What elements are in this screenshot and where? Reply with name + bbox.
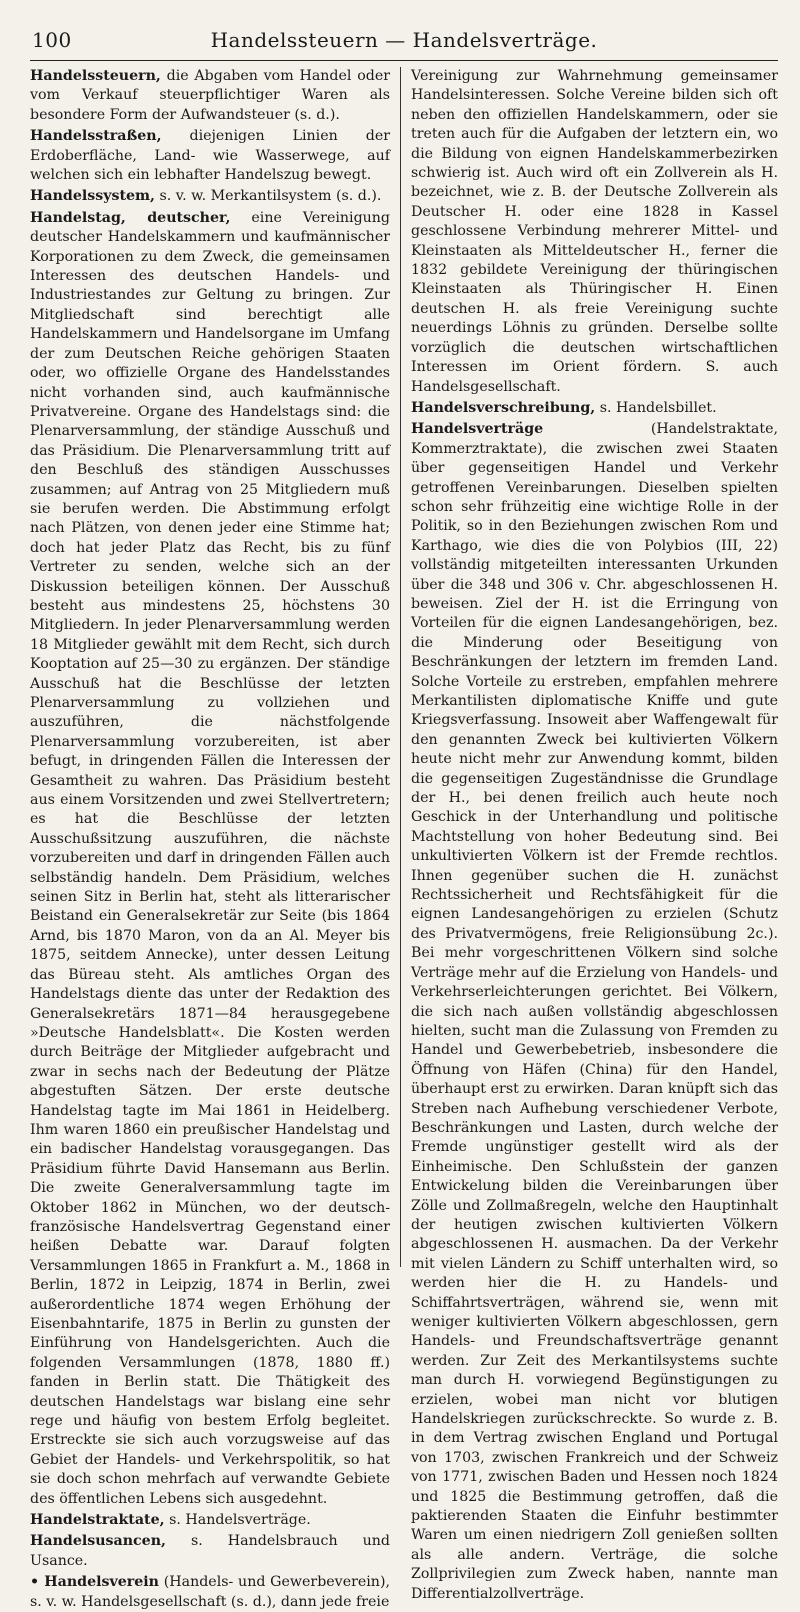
entry-keyword: Handelsusancen, xyxy=(30,1533,166,1550)
entry-keyword: Handelsverträge xyxy=(411,421,544,438)
entry-text: die Abgaben vom Handel oder vom Verkauf steuerpflichtiger Waren als besondere Form der Aufwandsteuer (s. d.). xyxy=(30,68,390,123)
entry-text: (Handels- und Gewerbeverein), s. v. w. Handelsgesellschaft (s. d.), dann jede freie xyxy=(30,1574,390,1610)
entry-handelsvertraege xyxy=(411,420,778,1604)
entry-text: s. Handelsbillet. xyxy=(595,399,717,416)
entry-handelsstrassen xyxy=(30,127,390,185)
left-column xyxy=(30,67,400,1610)
entry-handelsverein xyxy=(30,1573,390,1612)
entry-handelsusancen xyxy=(30,1532,390,1571)
entry-keyword: Handelsstraßen, xyxy=(30,128,162,145)
entry-handelsverschreibung xyxy=(411,399,778,418)
entry-keyword: • Handelsverein xyxy=(30,1574,159,1591)
entry-keyword: Handelstag, deutscher, xyxy=(30,209,231,226)
entry-keyword: Handelssteuern, xyxy=(30,68,161,84)
entry-text: (Handelstraktate, Kommerztraktate), die zwischen zwei Staaten über gegenseitigen Handel und Verkehr getroffenen Vereinbarungen. Dieselben spielten schon sehr frühzeitig eine wichtige Rolle in der Politik, so in den Beziehungen zwischen Rom und Karthago, wie dies die von Polybios (III, 22) vollständig mitgeteilten interessanten Urkunden über die 348 und 306 v. Chr. abgeschlossenen H. beweisen. Ziel der H. ist die Erringung von Vorteilen für die eignen Landesangehörigen, bez. die Minderung oder Beseitigung von Beschränkungen der letztern im fremden Land. Solche Vorteile zu erstreben, empfahlen mehrere Merkantilisten diplomatische Kniffe und gute Kriegsverfassung. Insoweit aber Waffengewalt für den genannten Zweck bei kultivierten Völkern heute nicht mehr zur Anwendung kommt, bilden die gegenseitigen Zugeständnisse die Grundlage der H., bei denen freilich auch heute noch Geschick in der Unterhandlung und politische Machtstellung von hoher Bedeutung sind. Bei unkultivierten Völkern ist der Fremde rechtlos. Ihnen gegenüber suchen die H. zunächst Rechtssicherheit und Rechtsfähigkeit für die eignen Landesangehörigen zu erzielen (Schutz des Privatvermögens, freie Religionsübung 2c.). Bei mehr vorgeschrittenen Völkern sind solche Verträge mehr auf die Erzielung von Handels- und Verkehrserleichterungen gerichtet. Bei Völkern, die sich nach außen vollständig abgeschlossen hielten, sucht man die Zulassung von Fremden zu Handel und Gewerbebetrieb, insbesondere die Öffnung von Häfen (China) für den Handel, überhaupt erst zu erwirken. Daran knüpft sich das Streben nach Aufhebung verschiedener Verbote, Beschränkungen und Lasten, durch welche der Fremde ungünstiger gestellt wird als der Einheimische. Den Schlußstein der ganzen Entwickelung bilden die Vereinbarungen über Zölle und Zollmaßregeln, welche den Hauptinhalt der heutigen zwischen kultivierten Völkern abgeschlossenen H. ausmachen. Da der Verkehr mit vielen Ländern zu Schiff unterhalten wird, so werden hier die H. zu Handels- und Schiffahrtsverträgen, während sie, wenn mit weniger kultivierten Völkern abgeschlossen, gern Handels- und Freundschaftsverträge genannt werden. Zur Zeit des Merkantilsystems suchte man durch H. vorwiegend Begünstigungen zu erzielen, wobei man nicht vor blutigen Handelskriegen zurückschreckte. So wurde z. B. in dem Vertrag zwischen England und Portugal von 1703, zwischen Frankreich und der Schweiz von 1771, zwischen Baden und Hessen noch 1824 und 1825 die Bestimmung getroffen, daß die paktierenden Staaten die Einfuhr bestimmter Waren um einen niedrigern Zoll genießen sollten als alle andern. Verträge, die solche Zollprivilegien zum Zweck haben, nannte man Differentialzollverträge. xyxy=(411,421,778,1602)
page-header xyxy=(30,26,778,61)
entry-handelsverein-continued xyxy=(411,67,778,397)
entry-handelstraktate xyxy=(30,1511,390,1530)
entry-text: eine Vereinigung deutscher Handelskammern und kaufmännischer Korporationen zu dem Zweck, die gemeinsamen Interessen des deutschen Handels- und Industriestandes zur Geltung zu bringen. Zur Mitgliedschaft sind berechtigt alle Handelskammern und Handelsorgane im Umfang der zum Deutschen Reiche gehörigen Staaten oder, wo offizielle Organe des Handelsstandes nicht vorhanden sind, auch kaufmännische Privatvereine. Organe des Handelstags sind: die Plenarversammlung, der ständige Ausschuß und das Präsidium. Die Plenarversammlung tritt auf den Beschluß des ständigen Ausschusses zusammen; auf Antrag von 25 Mitgliedern muß sie berufen werden. Die Abstimmung erfolgt nach Plätzen, von denen jeder eine Stimme hat; doch hat jeder Platz das Recht, bis zu fünf Vertreter zu senden, welche sich an der Diskussion beteiligen können. Der Ausschuß besteht aus mindestens 25, höchstens 30 Mitgliedern. In jeder Plenarversammlung werden 18 Mitglieder gewählt mit dem Recht, sich durch Kooptation auf 25—30 zu ergänzen. Der ständige Ausschuß hat die Beschlüsse der letzten Plenarversammlung zu vollziehen und auszuführen, die nächstfolgende Plenarversammlung vorzubereiten, ist aber befugt, in dringenden Fällen die Interessen der Gesamtheit zu wahren. Das Präsidium besteht aus einem Vorsitzenden und zwei Stellvertretern; es hat die Beschlüsse der letzten Ausschußsitzung auszuführen, die nächste vorzubereiten und darf in dringenden Fällen auch selbständig handeln. Dem Präsidium, welches seinen Sitz in Berlin hat, steht als litterarischer Beistand ein Generalsekretär zur Seite (bis 1864 Arnd, bis 1870 Maron, von da an Al. Meyer bis 1875, seitdem Annecke), unter dessen Leitung das Büreau steht. Als amtliches Organ des Handelstags diente das unter der Redaktion des Generalsekretärs 1871—84 herausgegebene »Deutsche Handelsblatt«. Die Kosten werden durch Beiträge der Mitglieder aufgebracht und zwar in sechs nach der Bedeutung der Plätze abgestuften Sätzen. Der erste deutsche Handelstag tagte im Mai 1861 in Heidelberg. Ihm waren 1860 ein preußischer Handelstag und ein badischer Handelstag vorausgegangen. Das Präsidium führte David Hansemann aus Berlin. Die zweite Generalversammlung tagte im Oktober 1862 in München, wo der deutsch-französische Handelsvertrag Gegenstand einer heißen Debatte war. Darauf folgten Versammlungen 1865 in Frankfurt a. M., 1868 in Berlin, 1872 in Leipzig, 1874 in Berlin, zwei außerordentliche 1874 wegen Erhöhung der Eisenbahntarife, 1875 in Berlin zu gunsten der Einführung von Handelsgerichten. Auch die folgenden Versammlungen (1878, 1880 ff.) fanden in Berlin statt. Die Thätigkeit des deutschen Handelstags war bislang eine sehr rege und häufig von bestem Erfolg begleitet. Erstreckte sie sich auch vorzugsweise auf das Gebiet der Handels- und Verkehrspolitik, so hat sie doch schon mehrfach auf verwandte Gebiete des öffentlichen Lebens sich ausgedehnt. xyxy=(30,209,391,1507)
text-columns xyxy=(30,67,778,1610)
entry-keyword: Handelsverschreibung, xyxy=(411,399,596,416)
entry-handelssystem xyxy=(30,187,390,206)
page-number: 100 xyxy=(32,28,72,52)
running-head: Handelssteuern — Handelsverträge. xyxy=(210,28,598,52)
right-column xyxy=(400,67,778,1602)
entry-keyword: Handelssystem, xyxy=(30,188,155,205)
entry-handelssteuern xyxy=(30,67,390,125)
entry-text: s. Handelsbrauch und Usance. xyxy=(30,1533,390,1569)
entry-text: diejenigen Linien der Erdoberfläche, Land- wie Wasserwege, auf welchen sich ein lebhafter Handelszug bewegt. xyxy=(30,128,390,184)
entry-keyword: Handelstraktate, xyxy=(30,1512,165,1529)
entry-text: Vereinigung zur Wahrnehmung gemeinsamer Handelsinteressen. Solche Vereine bilden sich oft neben den offiziellen Handelskammern, oder sie treten auch für die Aufgaben der letztern ein, wo die Bildung von eignen Handelskammerbezirken schwierig ist. Auch wird oft ein Zollverein als H. bezeichnet, wie z. B. der Deutsche Zollverein als Deutscher H. oder eine 1828 in Kassel geschlossene Verbindung mehrerer Mittel- und Kleinstaaten als Mitteldeutscher H., ferner die 1832 gebildete Vereinigung der thüringischen Kleinstaaten als Thüringischer H. Einen deutschen H. als freie Vereinigung suchte neuerdings Löhnis zu gründen. Derselbe sollte vorzüglich die deutschen wirtschaftlichen Interessen im Orient fördern. S. auch Handelsgesellschaft. xyxy=(411,68,778,395)
entry-text: s. Handelsverträge. xyxy=(164,1512,311,1529)
entry-text: s. v. w. Merkantilsystem (s. d.). xyxy=(155,188,382,205)
entry-handelstag xyxy=(30,209,390,1509)
